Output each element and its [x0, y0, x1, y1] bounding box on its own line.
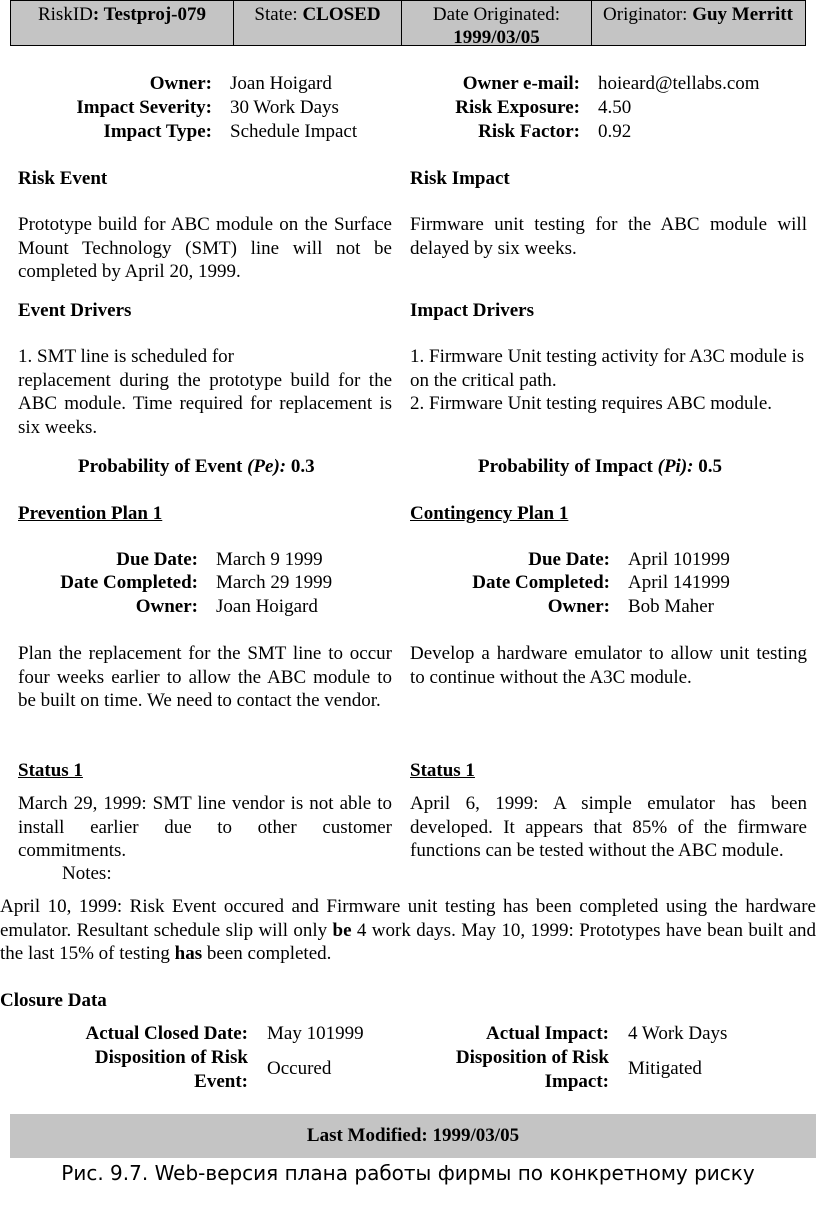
- prevention-plan-text: Plan the replacement for the SMT line to occur four weeks earlier to allow the ABC module to be built on time. We need to contact the vendor.: [18, 643, 392, 711]
- risk-impact-text: Firmware unit testing for the ABC module will delayed by six weeks.: [410, 214, 807, 259]
- disposition-impact-label-line-2: Impact:: [544, 1070, 609, 1092]
- state-value: CLOSED: [302, 4, 381, 25]
- notes-text: [0, 895, 816, 966]
- risk-event-text: Prototype build for ABC module on the Surface Mount Technology (SMT) line will not be completed by April 20, 1999.: [18, 214, 392, 282]
- risk-impact-heading: Risk Impact: [410, 168, 510, 189]
- status-right-text: April 6, 1999: A simple emulator has been developed. It appears that 85% of the firmware functions can be tested without the ABC module.: [410, 793, 807, 861]
- notes-label: Notes:: [62, 863, 112, 884]
- notes-part-1: April 10, 1999: Risk Event occured and Firmware unit testing has been completed using the hardware emulator. Resultant schedule slip will only: [0, 896, 816, 941]
- notes-part-2: 4 work days. May 10, 1999: Prototypes have bean built and the last 15% of testing: [0, 919, 816, 964]
- header-table: [10, 0, 806, 46]
- disposition-event-label: [10, 1046, 248, 1093]
- notes-part-3: been completed.: [202, 943, 332, 964]
- status-left-text: March 29, 1999: SMT line vendor is not able to install earlier due to other customer commitments.: [18, 793, 392, 861]
- event-drivers-heading: Event Drivers: [18, 300, 132, 321]
- risk-factor-label: Risk Factor:: [478, 121, 580, 142]
- prevention-due-value: March 9 1999: [216, 549, 323, 570]
- probability-impact-value: 0.5: [698, 456, 722, 477]
- probability-event-symbol: (Pe):: [247, 456, 287, 477]
- disposition-impact-value: Mitigated: [628, 1058, 702, 1079]
- event-drivers-rest: replacement during the prototype build for the ABC module. Time required for replacement is six weeks.: [18, 369, 392, 438]
- probability-event-label: Probability of Event: [78, 456, 243, 477]
- prevention-completed-label: Date Completed:: [60, 572, 198, 593]
- prevention-completed-value: March 29 1999: [216, 572, 333, 593]
- contingency-owner-label: Owner:: [547, 596, 610, 617]
- figure-caption: Рис. 9.7. Web-версия плана работы фирмы по конкретному риску: [61, 1161, 755, 1185]
- disposition-event-label-line-1: Disposition of Risk: [94, 1047, 248, 1068]
- risk-id-value: : Testproj-079: [92, 4, 207, 25]
- impact-type-value: Schedule Impact: [230, 121, 358, 142]
- state-cell: [234, 1, 402, 45]
- owner-label: Owner:: [149, 73, 212, 94]
- contingency-plan-heading: Contingency Plan 1: [410, 503, 569, 524]
- risk-exposure-value: 4.50: [598, 97, 632, 118]
- impact-severity-label: Impact Severity:: [76, 97, 212, 118]
- disposition-impact-label: [400, 1046, 609, 1093]
- impact-drivers-line-2: 2. Firmware Unit testing requires ABC module.: [410, 393, 773, 414]
- impact-type-label: Impact Type:: [103, 121, 212, 142]
- probability-of-event: [78, 455, 315, 479]
- probability-impact-label: Probability of Impact: [478, 456, 653, 477]
- prevention-plan-heading: Prevention Plan 1: [18, 503, 163, 524]
- impact-drivers-heading: Impact Drivers: [410, 300, 534, 321]
- last-modified-bar: [10, 1114, 816, 1158]
- date-originated-label: Date Originated:: [432, 4, 561, 25]
- originator-cell: [592, 1, 804, 45]
- prevention-due-label: Due Date:: [116, 549, 198, 570]
- risk-event-heading: Risk Event: [18, 168, 108, 189]
- status-left-heading: Status 1: [18, 760, 83, 781]
- prevention-owner-label: Owner:: [135, 596, 198, 617]
- probability-impact-symbol: (Pi):: [657, 456, 694, 477]
- disposition-impact-label-line-1: Disposition of Risk: [455, 1047, 609, 1068]
- actual-impact-value: 4 Work Days: [628, 1023, 728, 1044]
- impact-drivers-text: [410, 345, 810, 416]
- notes-bold-2: has: [174, 943, 203, 964]
- last-modified-text: Last Modified: 1999/03/05: [306, 1125, 520, 1146]
- owner-email-value: hoieard@tellabs.com: [598, 73, 760, 94]
- originator-label: Originator:: [603, 4, 688, 25]
- owner-email-label: Owner e-mail:: [462, 73, 580, 94]
- disposition-event-label-line-2: Event:: [194, 1070, 248, 1092]
- date-originated-cell: [402, 1, 592, 48]
- probability-event-value: 0.3: [290, 456, 315, 477]
- event-drivers-text: [18, 345, 392, 439]
- contingency-completed-value: April 141999: [628, 572, 730, 593]
- actual-closed-date-value: May 101999: [267, 1023, 364, 1044]
- probability-of-impact: [478, 455, 722, 479]
- originator-value: Guy Merritt: [692, 4, 793, 25]
- contingency-due-value: April 101999: [628, 549, 730, 570]
- disposition-event-value: Occured: [267, 1058, 332, 1079]
- impact-severity-value: 30 Work Days: [230, 97, 339, 118]
- contingency-completed-label: Date Completed:: [472, 572, 610, 593]
- contingency-plan-text: Develop a hardware emulator to allow unit testing to continue without the A3C module.: [410, 643, 807, 688]
- risk-factor-value: 0.92: [598, 121, 632, 142]
- risk-exposure-label: Risk Exposure:: [455, 97, 580, 118]
- closure-data-heading: Closure Data: [0, 990, 107, 1011]
- notes-bold-1: be: [332, 919, 352, 941]
- contingency-due-label: Due Date:: [528, 549, 610, 570]
- risk-id-cell: [11, 1, 234, 45]
- risk-id-label: RiskID: [37, 4, 93, 25]
- state-label: State:: [254, 4, 298, 25]
- prevention-owner-value: Joan Hoigard: [216, 596, 318, 617]
- status-right-heading: Status 1: [410, 760, 475, 781]
- actual-impact-label: Actual Impact:: [486, 1023, 609, 1044]
- impact-drivers-line-1: 1. Firmware Unit testing activity for A3C module is on the critical path.: [410, 346, 805, 391]
- actual-closed-date-label: Actual Closed Date:: [85, 1023, 248, 1044]
- date-originated-value: 1999/03/05: [453, 27, 540, 48]
- owner-value: Joan Hoigard: [230, 73, 332, 94]
- contingency-owner-value: Bob Maher: [628, 596, 715, 617]
- event-drivers-line-1: 1. SMT line is scheduled for: [18, 346, 235, 367]
